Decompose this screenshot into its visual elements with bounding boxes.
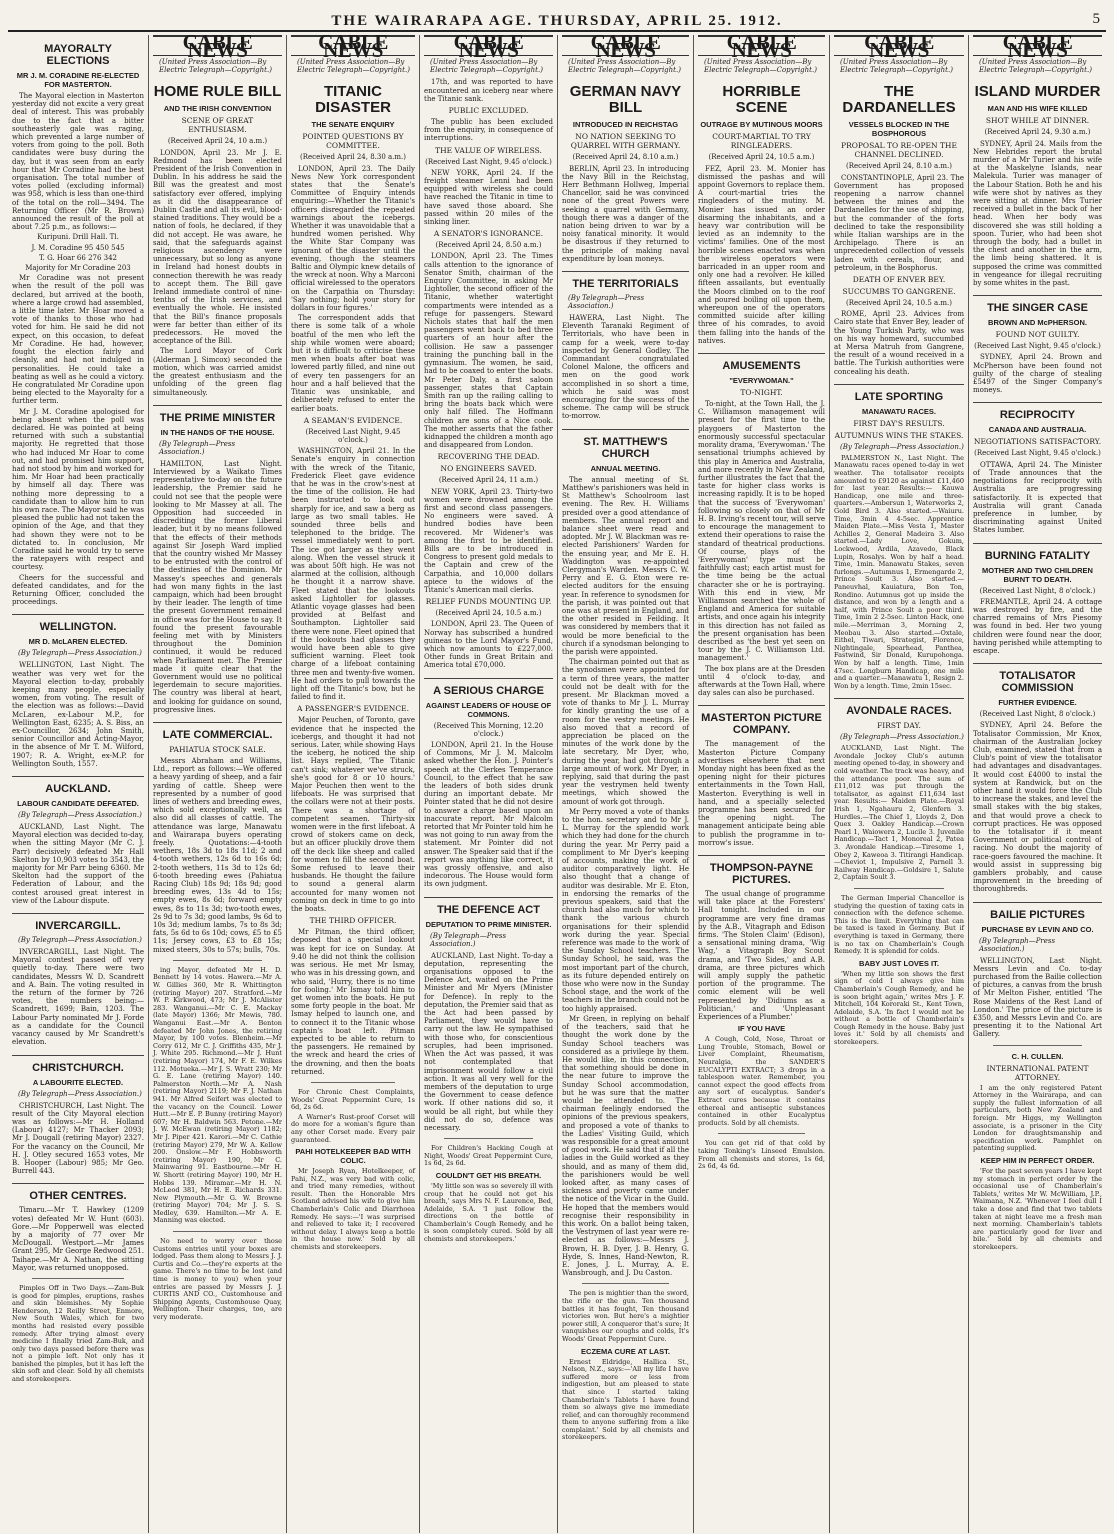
subhead: BABY JUST LOVES IT. xyxy=(859,958,939,968)
subhead: COURT-MARTIAL TO TRY RINGLEADERS. xyxy=(712,132,811,151)
advertisement: 'My little son was so severely ill with croup that he could not get his breath,' says Mrs N. F. Laurence, Bed, Adelaide, S.A. 'I just follow the directions on the bottle of Chamberlain's Cough Remedy, and he is soon completely cured. Sold by all chemists and storekeepers.' xyxy=(424,1181,553,1244)
press-credit: (United Press Association—By Electric Telegraph—Copyright.) xyxy=(979,58,1092,75)
subhead: MANAWATU RACES. xyxy=(861,406,937,416)
article-paragraph: WELLINGTON, Last Night. Messrs Levin and Co. to-day purchased from the Bailie collection of pictures, a canvas from the brush of Mr Melton Fisher, entitled 'The Rose Maidens of the Rest Land of London.' The price of the picture is £350, and Messrs Levin and Co. are presenting it to the National Art Gallery. xyxy=(973,956,1102,1039)
received-line: (Received Last Night, 8 o'clock.) xyxy=(979,710,1096,719)
cable-news-banner: CABLE NEWS xyxy=(562,35,689,56)
subhead: THE VALUE OF WIRELESS. xyxy=(435,145,542,155)
press-credit: (By Telegraph—Press Association.) xyxy=(568,294,645,311)
subhead: MR D. McLAREN ELECTED. xyxy=(28,637,128,647)
subhead: LABOUR CANDIDATE DEFEATED. xyxy=(17,799,139,809)
subhead: DEPUTATION TO PRIME MINISTER. xyxy=(425,919,552,929)
headline-home-rule: HOME RULE BILL xyxy=(153,83,282,101)
column-7 xyxy=(830,35,969,1533)
received-line: (Received April 24, 8.10 a.m.) xyxy=(846,162,952,171)
article-paragraph: NEW YORK, April 23. Thirty-two women were drowned among the first and second class passengers. No engineers were saved. A hundred bodies have been recovered. Mr Widener's was among the first to be identified. Bills are to be introduced in Congress to present gold medals to the Captain and crew of the Carpathia, and 10,000 dollars apiece to the widows of the Titanic's American mail clerks. xyxy=(424,487,553,594)
press-credit: (United Press Association—By Electric Telegraph—Copyright.) xyxy=(430,58,543,75)
subhead: IN THE HANDS OF THE HOUSE. xyxy=(160,427,275,437)
article-paragraph: Mr Coradine was not present when the result of the poll was declared, but arrived at the booth, where a large crowd had assembled, a little time later. Mr Hoar moved a vote of thanks to those who had voted for him. He said he did not expect, on this occasion, to defeat Mr Coradine. He had, however, fought the election fairly and cleanly, and had not indulged in personalities. He could take a beating as well as he could a victory. He congratulated Mr Coradine upon being elected to the Mayoralty for a further term. xyxy=(12,274,144,406)
article-paragraph: The usual change of programme will take place at the Foresters' Hall tonight. Included in our programme are very fine dramas by the A.B., Vitagraph and Edison firms. 'The Stolen Claim' (Edison), a sensational mining drama, 'Wig Wag,' a Vitagraph Boy Scout drama, and 'Two Sides,' and A.B. drama, are three pictures which will amply supply the pathetic portion of the programme. The comic element will be well represented by 'Didiums as a Politician,' and 'Unpleasant Experiences of a Plumber.' xyxy=(698,890,825,1022)
subhead: ANNUAL MEETING. xyxy=(590,463,661,473)
subhead: MOTHER AND TWO CHILDREN BURNT TO DEATH. xyxy=(982,565,1093,584)
cable-news-banner: CABLE NEWS xyxy=(834,35,964,56)
article-paragraph: The public has been excluded from the enquiry, in consequence of interruptions. xyxy=(424,118,553,143)
article-paragraph: AUCKLAND, Last Night. To-day a deputation, representing the organisations opposed to the Defence Act, waited on the Prime Minister and Mr Myers (Minister for Defence). In reply to the deputation, the Premier said that as the Act had been passed by Parliament, they would have to carry out the law. He sympathised with those who, for conscientious scruples, had been imprisoned. When the Act was passed, it was not contemplated that imprisonment would follow a civil action. It was all very well for the members of the deputation to urge the Government to cease defence work. If other nations did so, it would be all right, but while they did not do so, defence was necessary. xyxy=(424,951,553,1132)
headline-totalisator: TOTALISATOR COMMISSION xyxy=(973,663,1102,694)
divider xyxy=(444,1138,533,1139)
article-paragraph: Messrs Abraham and Williams, Ltd., report as follows:—We offered a heavy yarding of sheep, and a fair yarding of cattle. Sheep were represented by a number of good lines of wethers and breeding ewes, which sold exceptionally well, as also did all classes of cattle. The attendance was large, Manawatu and Wairarapa buyers operating freely. Quotations:—4-tooth wethers, 18s 3d to 18s 11d; 2 and 4-tooth wethers, 12s 6d to 16s 6d; 2-tooth wethers, 11s 3d to 12s 6d; 6-tooth breeding ewes (Pahiatua Racing Club) 18s 9d; 18s 9d; good breeding ewes, 13s 4d to 15s; empty ewes, 8s 6d; forward empty ewes, 8s to 11s 3d; two-tooth ewes, 2s 9d to 7s 3d; good lambs, 9s 6d to 10s 3d; medium lambs, 7s to 8s 3d; fats, 5s 6d to 6s 10d; cows, £5 to £5 11s; Jersey cows, £3 to £8 15s; mixed steers, 30s to 57s; bulls, 70s. xyxy=(153,757,282,954)
subhead: KEEP HIM IN PERFECT ORDER. xyxy=(980,1155,1095,1165)
column-4 xyxy=(420,35,558,1533)
subhead: "EVERYWOMAN." xyxy=(729,376,794,386)
divider xyxy=(32,1278,124,1279)
subhead: NEGOTIATIONS SATISFACTORY. xyxy=(973,437,1102,447)
headline-dardanelles: THE DARDANELLES xyxy=(842,83,956,117)
article-paragraph: HAMILTON, Last Night. Interviewed by a Waikato Times representative to-day on the future leadership, the Premier said he could not see that the people were looking to Mr Massey at all. The Opposition had succeeded in discrediting the former Liberal leader, but it by no means followed that the effects of their methods against Sir Joseph Ward implied that the country wished Mr Massey to be entrusted with the control of the destinies of the Dominion. Mr Massey's speeches and generals had won many fights in the last campaign, which had been brought by their leader. The length of time the present Government remained in office was for the House to say. It found the present favourable feeling met with by Ministers throughout the Dominion continued, it would be reduced when Parliament met. The Premier made it quite clear that the Government would use no political legerdemain to secure majorities. The country was liberal at heart, and looking for guidance on sound, progressive lines. xyxy=(153,459,282,714)
column-5 xyxy=(558,35,694,1533)
divider xyxy=(311,1082,395,1083)
article-paragraph: OTTAWA, April 24. The Minister of Trade announces that the negotiations for reciprocity with Australia are progressing satisfactorily. It is expected that Australia will grant Canada preference in lumber, by discriminating against United States lumber. xyxy=(973,460,1102,535)
headline-christchurch: CHRISTCHURCH. xyxy=(12,1055,144,1074)
columns xyxy=(8,35,1106,1533)
divider xyxy=(718,1133,805,1134)
advertisement: The German Imperial Chancellor is studying the question of taxing cats in connection with the defence scheme. This is the limit. Everything that can be taxed is taxed in Germany. But if everything is taxed in Germany, there is no tax on Chamberlain's Cough Remedy. It is splendid for colds. xyxy=(834,893,964,956)
subhead: A PASSENGER'S EVIDENCE. xyxy=(297,704,409,714)
page-number: 5 xyxy=(1092,11,1100,27)
article-paragraph: The Mayoral election in Masterton yesterday did not excite a very great deal of interest. This was probably due to the fact that a bitter southeasterly gale was raging, which prevented a large number of voters from going to the poll. Both candidates were busy during the day, but it was seen from an early hour that Mr Coradine had the best organisation. The total number of votes polled (excluding informal) was 958, which is less than one-third of the total on the roll—3494. The Returning Officer (Mr R. Brown) announced the result of the poll at about 7.25 p.m., as follows:— xyxy=(12,92,144,232)
article-paragraph: Mr Perry moved a vote of thanks to the hon. secretary and to Mr J. L. Murray for the splendid work which they had done for the church during the year. Mr Perry paid a compliment to Mr Dyer's keeping of accounts, making the work of auditor comparatively light. He also thought that a change of auditor was desirable. Mr E. Eton, in endorsing the remarks of the previous speakers, said that the church had also much for which to thank the various church organisations for their splendid work during the year. Special reference was made to the work of the Sunday School teachers. The Sunday School, he said, was the most important part of the church, as its future depended entirely on those who were now in the Sunday School stage, and the work of the teachers in the branch could not be too highly appraised. xyxy=(562,807,689,1013)
press-credit: (United Press Association—By Electric Telegraph—Copyright.) xyxy=(840,58,953,75)
masthead xyxy=(8,4,1106,32)
headline-picture-company: MASTERTON PICTURE COMPANY. xyxy=(698,705,825,736)
headline-island-murder: ISLAND MURDER xyxy=(974,83,1101,101)
divider xyxy=(854,888,944,889)
headline-defence-act: THE DEFENCE ACT xyxy=(424,897,553,916)
subhead: FIRST DAY. xyxy=(877,721,921,731)
advertisement: For Children's Hacking Cough at Night, Woods' Great Peppermint Cure, 1s 6d, 2s 6d. xyxy=(424,1144,553,1168)
column-3 xyxy=(287,35,420,1533)
press-credit: (By Telegraph—Press Association.) xyxy=(159,439,236,456)
received-line: (Received April 24, 10.5 a.m.) xyxy=(708,153,815,162)
subhead: INTRODUCED IN REICHSTAG xyxy=(572,120,679,130)
press-credit: (United Press Association—By Electric Telegraph—Copyright.) xyxy=(297,58,410,75)
subhead: PROPOSAL TO RE-OPEN THE CHANNEL DECLINED. xyxy=(841,141,957,160)
article-paragraph: Mr Pitman, the third officer, deposed that a special lookout was kept for ice on Sunday. At 9.40 he did not think the collision was serious. He met Mr Ismay, who was in his dressing gown, and who said, 'Hurry, there is no time for fooling.' Mr Ismay told him to get women into the boats. He put some forty people in the boat. Mr Ismay helped to launch one, and to connect it to the Titanic whose captain's boat left. Pitman expected to be able to return to the passengers. He remained by the wreck and heard the cries of the drowning, and then the boats returned. xyxy=(291,928,415,1076)
headline-prime-minister: THE PRIME MINISTER xyxy=(153,405,282,424)
subhead: IF YOU HAVE xyxy=(737,1024,786,1034)
headline-auckland: AUCKLAND. xyxy=(12,776,144,795)
article-paragraph: The annual meeting of St. Matthew's parishioners was held in St Matthew's Schoolroom last evening. The Rev. H. Williams presided over a good attendance of members. The annual report and balance sheet were read and adopted. Mr J. W. Blackman was re-elected Parishioners' Warden for the ensuing year, and Mr E. H. Waddington was re-appointed Clergyman's Warden. Messrs C. W. Perry and E. G. Eton were re-elected auditors for the ensuing year. In reference to synodsmen for the parish, it was pointed out that one was at present in England, and the other resided in Feilding. It was considered by members that it would be more beneficial to the church if a synodsman belonging to the parish were appointed. xyxy=(562,475,689,656)
article-paragraph: ROME, April 23. Advices from Cairo state that Enver Bey, leader of the Young Turkish Party, who was on his way homeward, succumbed at Mersa Matruh from Gangrene, the result of a wound received in a battle. The Turkish authorities were concealing his death. xyxy=(834,310,964,376)
subhead: NO NATION SEEKING TO QUARREL WITH GERMANY. xyxy=(570,132,681,151)
headline-avondale: AVONDALE RACES. xyxy=(834,698,964,717)
subhead: A LABOURITE ELECTED. xyxy=(32,1077,124,1087)
subhead: FURTHER EVIDENCE. xyxy=(998,698,1077,708)
press-credit: (By Telegraph—Press Association.) xyxy=(18,936,142,945)
subhead: C. H. CULLEN. xyxy=(1011,1051,1064,1061)
column-2 xyxy=(149,35,287,1533)
advertisement: Pimples Off in Two Days.—Zam-Buk is good for pimples, eruptions, rashes and skin blemishes. My Sophie Henderson, 12 Reilly Street, Enmore, New South Wales, which for two months had resisted every possible remedy. After trying almost every medicine I finally tried Zam-Buk, and only two days passed before there was not a pimple left. Not only has it banished the pimples, but it has left the skin soft and clear. Sold by all chemists and storekeepers. xyxy=(12,1283,144,1384)
majority-line: Majority for Mr Coradine 203 xyxy=(25,264,131,273)
article-paragraph: NEW YORK, April 24. If the freight steamer Lenni had been equipped with wireless she could have reached the Titanic in time to have saved those aboard. She passed within 20 miles of the sinking liner. xyxy=(424,168,553,227)
received-line: (Received Last Night, 9.45 o'clock.) xyxy=(974,342,1101,351)
headline-territorials: THE TERRITORIALS xyxy=(562,271,689,290)
headline-late-sporting: LATE SPORTING xyxy=(834,384,964,403)
tally-row: T. G. Hoar 66 276 342 xyxy=(38,253,118,262)
press-credit: (United Press Association—By Electric Telegraph—Copyright.) xyxy=(159,58,272,75)
advertisement: No need to worry over those Customs entries until your boxes are lodged. Pass them along to Messrs J. J. Curtis and Co.—they're experts at the game. There's no time to be lost (and time is money to you) when your entries are passed by Messrs J. J. CURTIS AND CO., Customhouse and Shipping Agents, Customhouse Quay, Wellington. Their charges, too, are very moderate. xyxy=(153,1237,282,1321)
received-line: (Received April 24, 9.30 a.m.) xyxy=(984,128,1091,137)
article-paragraph: WELLINGTON, Last Night. The weather was very wet for the Mayoral election to-day, probably keeping many people, especially women, from voting. The result of the election was as follows:—David McLaren, ex-Labour M.P., for Wellington East, 6235; A. S. Biss, an ex-Councillor, 2634; John Smith, senior Councillor and Acting-Mayor, in the absence of Mr T. M. Wilford, 1907; R. A. Wright, ex-M.P. for Wellington South, 1557. xyxy=(12,661,144,768)
subhead: PAHI HOTELKEEPER BAD WITH COLIC. xyxy=(295,1147,411,1166)
subhead: SCENE OF GREAT ENTHUSIASM. xyxy=(181,116,254,135)
subhead: OUTRAGE BY MUTINOUS MOORS xyxy=(700,120,823,130)
divider xyxy=(173,1231,262,1232)
received-line: (Received April 24, 8.50 a.m.) xyxy=(435,241,542,250)
article-paragraph: SYDNEY, April 24. Brown and McPherson have been found not guilty of the charge of stealing £5497 of the Singer Company's moneys. xyxy=(973,353,1102,395)
subhead: MR J. M. CORADINE RE-ELECTED FOR MASTERTON. xyxy=(16,71,140,89)
subhead: RECOVERING THE DEAD. xyxy=(437,452,540,462)
subhead: NO ENGINEERS SAVED. xyxy=(440,464,537,474)
article-paragraph: AUCKLAND, Last Night. The Mayoral election was decided to-day, when the sitting Mayor (Mr C. J. Parr) decisively defeated Mr Hall Skelton by 10,903 votes to 3543, the majority for Mr Parr being 6360. Mr Skelton had the support of the Federation of Labour, and the contest aroused great interest in view of the Labour dispute. xyxy=(12,823,144,905)
article-paragraph: SYDNEY, April 24. Before the Totalisator Commission, Mr Knox, chairman of the Australian Jockey Club, examined, stated that from a Club's point of view the totalisator had advantages and disadvantages. It would cost £4000 to instal the system at Randwick, but on the other hand it would force the Club to increase the stakes, and level the small stakes with the big stakes, and that would prove a check to corrupt practices. He was opposed to the totalisator if it meant Government or political control of racing. No doubt the majority of race-goers favoured the machine. It would assist in suppressing big gamblers probably, and cause improvement in the breeding of thoroughbreds. xyxy=(973,721,1102,894)
article-paragraph: To-night, at the Town Hall, the J. C. Williamson management will present for the first time to the playgoers of Masterton the enormously successful spectacular morality drama, 'Everywoman.' The sensational triumphs achieved by this play in America and Australia, and more recently in New Zealand, further illustrates the fact that the taste for higher class works is increasing rapidly. It is to be hoped that the success of 'Everywoman' following so closely on that of Mr H. B. Irving's recent tour, will serve to encourage the management to extend their operations to raise the standard of theatrical productions. Of course, plays of the 'Everywoman' type must be faithfully cast; each artist must for the time being be the actual character she or he is portraying. With this end in view, Mr Williamson searched the whole of England and America for suitable artists, and once again his integrity in this direction has not failed as the present organisation has been described as 'the best yet seen on tour by the J. C. Williamson Ltd. management.' xyxy=(698,400,825,663)
press-credit: (By Telegraph—Press Association.) xyxy=(430,931,507,948)
subhead: AND THE IRISH CONVENTION xyxy=(163,104,272,114)
subhead: BROWN AND McPHERSON. xyxy=(988,318,1087,328)
subhead: A SEAMAN'S EVIDENCE. xyxy=(303,415,403,425)
article-paragraph: WASHINGTON, April 21. In the Senate's enquiry in connection with the wreck of the Titanic, Frederick Fleet gave evidence that he was in the crow's-nest at the time of the collision. He had been instructed to look out sharply for ice, and saw a berg as large as two small tables. He sounded three bells and telephoned to the bridge. The vessel immediately went to port. The ice got larger as they went along. When the vessel struck it was about 50ft high. He was not alarmed at the collision, although he thought it a narrow shave. Fleet stated that the lookouts asked Lightoller for glasses. Atlantic voyage glasses had been provided at Belfast and Southampton. Lightoller said there were none. Fleet opined that if the lookouts had glasses they would have been able to give sufficient warning. Fleet took charge of a lifeboat containing three men and twenty-five women. He had orders to pull towards the light off the Titanic's bow, but he failed to find it. xyxy=(291,447,415,702)
received-line: (Received April 24, 8.30 a.m.) xyxy=(300,153,406,162)
headline-thompson-payne: THOMPSON-PAYNE PICTURES. xyxy=(698,855,825,886)
article-paragraph: FREMANTLE, April 24. A cottage was destroyed by fire, and the charred remains of Mrs Piesomy was found in bed. Her two young children were found near the door, having perished while attempting to escape. xyxy=(973,597,1102,655)
article-paragraph: INVERCARGILL, Last Night. The Mayoral contest passed off very quietly to-day. There were two candidates, Messrs W. D. Scandrett and A. Bain. The voting resulted in the return of the former by 726 votes, the numbers being:—Scandrett, 1699; Bain, 1203. The Labour Party nominated Mr J. Forde as a candidate for the Council vacancy caused by Mr Scandrett's elevation. xyxy=(12,948,144,1047)
article-paragraph: 17th, and was reported to have encountered an iceberg near where the Titanic sank. xyxy=(424,78,553,103)
article-paragraph: CHRISTCHURCH, Last Night. The result of the City Mayoral election was as follows:—Mr H. Holland (Labour) 4127; Mr Thacker 2093; Mr J. Dougall (retiring Mayor) 2327. For the vacancy on the Council, Mr H. J. Otley secured 1653 votes, Mr B. Hooper (Labour) 985; Mr Geo. Burrell 443. xyxy=(12,1101,144,1176)
subhead: SUCCUMBS TO GANGRENE. xyxy=(842,287,956,297)
article-paragraph: CONSTANTINOPLE, April 23. The Government has proposed reopening a narrow channel between the mines and the Dardanelles for the use of shipping, but the commander of the forts declined to take the responsibility while Italian warships are in the Archipelago. There is an unprecedented collection of vessels laden with cereals, flour, and petroleum, in the Bosphorus. xyxy=(834,173,964,272)
article-paragraph: AUCKLAND, Last Night. The Avondale Jockey Club's autumn meeting opened to-day, in showery and cold weather. The track was heavy, and the attendance poor. The sum of £11,012 was put through the totalisator, as against £11,634 last year. Results:— Maiden Plate.—Royal Irish 1, Ngahauru 2, Glenfern 3. Hurdles.—The Chief 1, Lloyds 2, Don Quex 3. Oakley Handicap.—Crown Pearl 1, Waiowera 2, Lucile 3. Juvenile Handicap.—Tact 1, Monoreal 2, Patea 3. Avondale Handicap.—Tiresome 1, Obey 2, Kaweoa 3. Titirangi Handicap.—Cheviot 1, Impulsive 2, Parnell 3. Railway Handicap.—Goldsire 1, Salute 2, Captain Soult 3. xyxy=(834,744,964,882)
received-line: (Received Last Night, 9.45 o'clock.) xyxy=(305,427,401,444)
subhead: MAN AND HIS WIFE KILLED xyxy=(987,104,1088,114)
received-line: (Received Last Night, 8 o'clock.) xyxy=(979,586,1096,595)
article-paragraph: Mr J. M. Coradine apologised for being absent when the poll was declared. He was pointed at being returned with such a substantial majority. He regretted that those who had induced Mr Hoar to come out, and had promised him support, had not stood by him and worked for him. Mr Hoar had been practically by himself all day. There was nothing more depressing to a candidate than to allow him to run his own race. The Mayor said he was pleased the public had not taken the opinion of the Age, and that they had shown they were not to be dictated to. In conclusion, Mr Coradine said he would try to serve the ratepayers with respect and courtesy. xyxy=(12,407,144,572)
advertisement: The pen is mightier than the sword, the rifle or the gun. Ten thousand battles it has fought, Ten thousand victories won. But here's a mightier power still, A conqueror that's sure; It vanquishes our coughs and colds, It's Woods' Great Peppermint Cure. xyxy=(562,1289,689,1343)
subhead: ECZEMA CURE AT LAST. xyxy=(581,1346,670,1356)
divider xyxy=(173,960,262,961)
subhead: POINTED QUESTIONS BY COMMITTEE. xyxy=(302,132,404,151)
press-credit: (By Telegraph—Press Association.) xyxy=(18,811,142,820)
subhead: PAHIATUA STOCK SALE. xyxy=(169,745,266,754)
headline-wellington: WELLINGTON. xyxy=(12,614,144,633)
press-credit: (By Telegraph—Press Association.) xyxy=(18,1089,142,1098)
article-paragraph: The chairman pointed out that as the synodsmen were appointed for a term of three years, the matter could not be dealt with for the present. Mr Blackman moved a vote of thanks to Mr J. L. Murray for kindly granting the use of a room for the vestry meetings. He also moved that a record of appreciation be placed on the minutes of the work done by the late secretary, Mr Dyer, who, during the year, had got through a large amount of work. Mr Dyer, in replying, said that during the past year the vestrymen held twenty meetings, which showed the amount of work got through. xyxy=(562,658,689,806)
advertisement: Mr Joseph Ryan, Hotelkeeper, of Pahi, N.Z., was very bad with colic, and tried many remedies, without result. Then the Honorable Mrs Scotland advised his wife to give him Chamberlain's Colic and Diarrhoea Remedy. He says:—'I was surprised and relieved to take it; I recovered without delay. I always keep a bottle in the house now.' Sold by all chemists and storekeepers. xyxy=(291,1167,415,1252)
subhead: TO-NIGHT. xyxy=(740,388,783,398)
received-line: (Received April 24, 10.5 a.m.) xyxy=(846,299,952,308)
cable-news-banner: CABLE NEWS xyxy=(973,35,1102,56)
headline-late-commercial: LATE COMMERCIAL. xyxy=(153,722,282,741)
subhead: CANADA AND AUSTRALIA. xyxy=(988,425,1087,435)
headline-german-navy: GERMAN NAVY BILL xyxy=(569,83,682,117)
tally-row: J. M. Coradine 95 450 545 xyxy=(31,243,125,252)
press-credit: (By Telegraph—Press Association.) xyxy=(840,442,964,451)
press-credit: (By Telegraph—Press Association.) xyxy=(840,733,964,742)
headline-reciprocity: RECIPROCITY xyxy=(973,402,1102,421)
article-paragraph: BERLIN, April 23. In introducing the Navy Bill in the Reichstag, Herr Bethmann Hollweg, Imperial Chancellor, said he was convinced none of the great Powers were seeking a quarrel with Germany, though there was a danger of the nation being driven to war by a noisy fanatical minority. It would be disastrous if they returned to the principle of making naval expenditure by loan moneys. xyxy=(562,164,689,263)
article-paragraph: SYDNEY, April 24. Mails from the New Hebrides report the brutal murder of a Mr Turier and his wife at the Maskelyne Islands, near Malekula. Turier was manager of the Labour Station. Both he and his wife were shot by natives as they were sitting at dinner. Mrs Turier received a bullet in the back of her head. When her body was discovered she was still holding a spoon. Turier, who had been shot through the body, had a bullet in the chest and another in the arm, the limb being shattered. It is supposed the crime was committed in vengeance for illegal recruiting by some whites in the past. xyxy=(973,139,1102,288)
article-paragraph: LONDON, April 23. Mr J. E. Redmond has been elected President of the Irish Convention in Dublin. In his address he said the Bill was the greatest and most satisfactory ever offered, implying as it did the disappearance of Dublin Castle and all its evil, blood-stained traditions. They would be a nation of fools, he declared, if they did not accept. He was aware, he said, that the safeguards against religious ascendency were unnecessary, but so long as anyone in Ireland had honest doubts in connection therewith he was ready to accept them. The Bill gave Ireland immediate control of nine-tenths of the Irish services, and eventually the whole. He insisted that the Bill's finance proposals were far better than either of its predecessors. He moved the acceptance of the Bill. xyxy=(153,148,282,346)
advertisement: I am the only registered Patent Attorney in the Wairarapa, and can supply the fullest information of all particulars, both New Zealand and foreign. Mr Higgs, my Wellington associate, is a prisoner in the City London for draughtsmanship and specification work. Pamphlet on patenting supplied. xyxy=(973,1083,1102,1153)
headline-bailie-pictures: BAILIE PICTURES xyxy=(973,902,1102,921)
subhead: COULDN'T GET HIS BREATH. xyxy=(435,1170,542,1180)
article-paragraph: LONDON, April 23. The Daily News New York correspondent states that the Senate's Committee of Enquiry intends enquiring:—Whether the Titanic's officers disregarded the repeated warnings about the icebergs. Whether it was unavoidable that a hundred women perished. Why the White Star Company was ignorant of the disaster until the evening, though the steamers Baltic and Olympic knew details of the wreck at noon. Why a Marconi official wirelessed to the operators on the Carpathia on Thursday: 'Say nothing; hold your story for dollars in four figures.' xyxy=(291,164,415,313)
received-line: (Received April 24, 10 a.m.) xyxy=(167,137,268,146)
received-line: (Received April 24, 8.10 a.m.) xyxy=(572,153,679,162)
subhead: FOUND NOT GUILTY. xyxy=(995,330,1080,340)
headline-invercargill: INVERCARGILL. xyxy=(12,913,144,932)
cable-news-banner: CABLE NEWS xyxy=(153,35,282,56)
subhead: THE THIRD OFFICER. xyxy=(309,916,397,926)
headline-horrible-scene: HORRIBLE SCENE xyxy=(722,83,801,117)
subhead: A SENATOR'S IGNORANCE. xyxy=(433,229,544,239)
press-credit: (United Press Association—By Electric Telegraph—Copyright.) xyxy=(704,58,817,75)
cable-news-banner: CABLE NEWS xyxy=(698,35,825,56)
advertisement: A Cough, Cold, Nose, Throat or Lung Trouble, Stomach, Bowel or Liver Complaint, Rheumatism, Neuralgia, the SANDER'S EUCALYPTI EXTRACT; 3 drops in a tablespoon water. Remember, you cannot expect the good effects from any sort of eucalyptus. Sander's Extract cures because it contains ethereal and antiseptic substances contained in other Eucalyptus products. Sold by all chemists. xyxy=(698,1035,825,1127)
column-6 xyxy=(694,35,830,1533)
headline-burning-fatality: BURNING FATALITY xyxy=(973,543,1102,562)
article-paragraph: LONDON, April 23. The Queen of Norway has subscribed a hundred guineas to the Lord Mayor's Fund, which now amounts to £227,000. Other funds in Great Britain and America total £70,000. xyxy=(424,620,553,670)
subhead: PURCHASE BY LEVIN AND CO. xyxy=(981,924,1094,934)
subhead: RELIEF FUNDS MOUNTING UP. xyxy=(425,597,552,607)
press-credit: (By Telegraph—Press Association.) xyxy=(979,936,1056,953)
received-line: (Received April 24, 11 a.m.) xyxy=(438,476,539,485)
advertisement: A Warner's Rust-proof Corset will do more for a woman's figure than any other Corset made. Every pair guaranteed. xyxy=(291,1112,415,1144)
subhead: AGAINST LEADERS OF HOUSE OF COMMONS. xyxy=(425,700,552,719)
subhead: SHOT WHILE AT DINNER. xyxy=(985,116,1090,126)
article-paragraph: HAWERA, Last Night. The Eleventh Taranaki Regiment of Territorials, who have been in camp for a week, were to-day inspected by General Godley. The Commandant congratulated Colonel Malone, the officers and men on the good work accomplished in so short a time, which he said was most encouraging for the success of the scheme. The camp will be struck to-morrow. xyxy=(562,314,689,421)
article-paragraph: ing Mayor, defeated Mr H. D. Bennett by 14 votes. Hawera.—Mr A. W. Gillies 360, Mr R. Whittington (retiring Mayor) 207. Stratford.—Mr W. P. Kirkwood, 473; Mr J. McAlister 283. Wanganui.—Mr C. E. Mackay (late Mayor) 1366; Mr Mewis, 780. Wanganui East.—Mr A. Benton defeated Mr John Jones, the retiring Mayor, by 100 votes. Blenheim.—Mr Corry 612, Mr C. J. Griffiths 435, Mr J. J. White 295. Richmond.—Mr J. Hunt (retiring Mayor) 174, Mr F. E. Wilkes 112. Motueka.—Mr J. S. Wratt 230; Mr G. E. Lane (retiring Mayor) 140. Palmerston North.—Mr A. Nash (retiring Mayor) 2119; Mr F. J. Nathan 941. Mr Alfred Seifert was elected to the vacancy on the Council. Lower Hutt.—Mr E. P. Bunny (retiring Mayor) 607; Mr H. Baldwin 563. Petone.—Mr J. W. McEwan (retiring Mayor) 1182; Mr J. Piper 421. Karori.—Mr C. Cathie (retiring Mayor) 279, Mr W. A. Kellow 200. Onslow.—Mr F. Hobbsworth (retiring Mayor) 190, Mr C. Mainwaring 91. Eastbourne.—Mr H. W. Shortt (retiring Mayor) 190, Mr H. Hobbs 139. Miramar.—Mr H. N. McLeod 381, Mr H. E. Richards 331. New Plymouth.—Mr G. W. Browne (retiring Mayor) 704; Mr J. S. S. Medley, 639. Hamilton.—Mr A. E. Manning was elected. xyxy=(153,965,282,1225)
article-paragraph: Timaru.—Mr T. Hawkey (1209 votes) defeated Mr W. Hunt (603). Gore.—Mr Popperwell was elected by a majority of 77 over Mr McDougall. Westport.—Mr James Grant 295, Mr George Redwood 251. Taihape.—Mr A. Nathan, the sitting Mayor, was returned unopposed. xyxy=(12,1206,144,1272)
subhead: AUTUMNUS WINS THE STAKES. xyxy=(834,430,964,440)
received-line: (Received Last Night, 9.45 o'clock.) xyxy=(425,157,552,166)
subhead: FIRST DAY'S RESULTS. xyxy=(853,418,945,428)
article-paragraph: LONDON, April 23. The Times calls attention to the ignorance of Senator Smith, chairman of the Enquiry Committee, in asking Mr Lightoller, the second officer of the Titanic, whether watertight compartments were intended as a refuge for passengers. Steward Nichols states that half the men passengers went back to bed three quarters of an hour after the collision. He saw a passenger training the punching ball in the gymnasium. The women, he said, had to be coaxed to enter the boats. Mr Peter Daly, a first saloon passenger, states that Captain Smith ran up the railing calling to bring the boats back which were only half filled. The Hoffmann children are sons of a Nice cook. The mother asserts that the father kidnapped the children a month ago and disappeared from London. xyxy=(424,252,553,450)
column-1 xyxy=(8,35,149,1533)
headline-singer-case: THE SINGER CASE xyxy=(973,295,1102,314)
cable-news-banner: CABLE NEWS xyxy=(424,35,553,56)
article-paragraph: Mr Green, in replying on behalf of the teachers, said that he thought the work done by the Sunday School teachers was considered as a privilege by them. He would like, in this connection, that something should be done in the near future to improve the Sunday School accommodation, but he was sure that the matter would be attended to. The chairman feelingly endorsed the opinions of the previous speakers, and proposed a vote of thanks to the Ladies' Visiting Guild, which was responsible for a great amount of good work. He said that if all the ladies in the Guild worked as they should, and as many of them did, the parishioners would be well looked after, as many cases of sickness and poverty came under the notice of the Vicar in the Guild. He hoped that the members would recognise their responsibility in this work. On a ballot being taken, the Vestrymen of last year were re-elected as follows:—Messrs J. Brown, H. B. Dyer, J. B. Henry, G. Hyde, S. Innes, Hand-Newton, R. E. Jones, J. L. Murray, A. E. Wansbrough, and J. Du Caston. xyxy=(562,1014,689,1278)
article-paragraph: Cheers for the successful and defeated candidates, and for the Returning Officer, concluded the proceedings. xyxy=(12,573,144,607)
article-paragraph: The box plans are at the Dresden until 4 o'clock to-day, and afterwards at the Town Hall, where day sales can also be purchased. xyxy=(698,664,825,698)
divider xyxy=(993,1045,1082,1046)
article-paragraph: The Lord Mayor of Cork (Alderman J. Simcox) seconded the motion, which was carried amidst the greatest enthusiasm and the unfolding of the green flag simultaneously. xyxy=(153,347,282,397)
cable-news-banner: CABLE NEWS xyxy=(291,35,415,56)
headline-titanic: TITANIC DISASTER xyxy=(315,83,391,117)
subhead: VESSELS BLOCKED IN THE BOSPHOROUS xyxy=(848,120,950,139)
article-paragraph: LONDON, April 21. In the House of Commons, Mr J. M. Malcolm asked whether the Hon. J. Pointer's speech at the Clerkes Temperance Council, to the effect that he saw the leaders of both sides drunk during an important debate. Mr Pointer stated that he did not desire to answer a charge based upon an inaccurate report. Mr Malcolm retorted that Mr Pointer told him he was not going to run away from the statement. Mr Pointer did not answer. The Speaker said that if the report was anything like correct, it was grossly offensive, and also indecorous. The House would form its own judgment. xyxy=(424,741,553,889)
subhead: THE SENATE ENQUIRY xyxy=(311,120,395,130)
advertisement: 'When my little son shows the first sign of cold I always give him Chamberlain's Cough Remedy, and he is soon bright again,' writes Mrs J. F. Mitchell, 104 Kororaki St., Kent Town, Adelaide, S.A. 'In fact I would not be without a bottle of Chamberlain's Cough Remedy in the house. Baby just loves it.' Sold by all chemists and storekeepers. xyxy=(834,969,964,1047)
masthead-title: THE WAIRARAPA AGE. THURSDAY, APRIL 25. 1912. xyxy=(331,13,783,29)
advertisement: Ernest Eldridge, Hallica St., Nelson, N.Z., says:—'All my life I have suffered more or less from indigestion, but am pleased to state that since I started taking Chamberlain's Tablets I have found them so always give me immediate relief, and can thoroughly recommend them to anyone suffering from a like complaint.' Sold by all chemists and storekeepers. xyxy=(562,1357,689,1442)
article-paragraph: The management of the Masterton Picture Company advertises elsewhere that next Monday night has been fixed as the opening night for their pictures entertainments in the Town Hall, Masterton. Everything is well in hand, and a specially selected programme has been secured for the opening night. The management anticipate being able to publish the programme in to-morrow's issue. xyxy=(698,740,825,847)
tally-header: Kuripuni. Drill Hall. Tl. xyxy=(37,233,119,242)
advertisement: For Chronic Chest Complaints, Woods' Great Peppermint Cure, 1s 6d, 2s 6d. xyxy=(291,1087,415,1112)
advertisement: You can get rid of that cold by taking Tonking's Linseed Emulsion. From all chemists and stores, 1s 6d, 2s 6d, 4s 6d. xyxy=(698,1139,825,1171)
received-line: (Received April 24, 10.5 a.m.) xyxy=(435,609,542,618)
subhead: DEATH OF ENVER BEY. xyxy=(852,275,946,285)
headline-mayoralty: MAYORALTY ELECTIONS xyxy=(44,43,112,67)
article-paragraph: FEZ, April 23. M. Monier has dismissed the pashas and will appoint Governors to replace them. A court-martial tries the ringleaders of the mutiny. M. Monier has issued an order disarming the inhabitants, and a heavy war contribution will be levied as an indemnity to the victims' families. One of the most horrible scenes enacted was when the wireless operators were barricaded in an upper room and only one had a revolver. He killed fifteen assailants, but eventually the Moors climbed on to the roof and poured boiling oil upon them, whereupon one of the operators committed suicide after killing three of his comrades, to avoid them falling into the hands of the natives. xyxy=(698,164,825,345)
headline-serious-charge: A SERIOUS CHARGE xyxy=(424,678,553,697)
headline-other-centres: OTHER CENTRES. xyxy=(12,1183,144,1202)
article-paragraph: Major Peuchen, of Toronto, gave evidence that he inspected the icebergs, and thought it had not serious. Later, while showing Hays the iceberg, he noticed the ship list. Hays replied, 'The Titanic can't sink; whatever we've struck, she's good for 8 or 10 hours.' Major Peuchen then went to the lifeboats. He was surprised that the collars were not at their posts. There was a shortage of competent seamen. Thirty-six women were in the first lifeboat. A crowd of stokers came on deck, but an officer pluckily drove them off the deck like sheep and called for women to fill the second boat. Some refused to leave their husbands. He thought the failure to sound a general alarm accounted for many women not coming on deck in time to go into the boats. xyxy=(291,716,415,914)
headline-st-matthews: ST. MATTHEW'S CHURCH xyxy=(562,429,689,460)
headline-amusements: AMUSEMENTS xyxy=(698,353,825,372)
received-line: (Received Last Night, 9.45 o'clock.) xyxy=(974,449,1101,458)
column-8 xyxy=(969,35,1106,1533)
press-credit: (United Press Association—By Electric Telegraph—Copyright.) xyxy=(568,58,681,75)
subhead: INTERNATIONAL PATENT ATTORNEY. xyxy=(986,1063,1089,1082)
article-paragraph: PALMERSTON N., Last Night. The Manawatu races opened to-day in wet weather. The totalisator receipts amounted to £9120 as against £11,460 for last year. Results:— Kauwa Handicap, one mile and three-quarters.—Ambersun 1, Waterworks 2, Gold Bird 3. Also started.—Waiuru. Time, 3min 4 4-5sec. Apprentice Maiden Plate.—Miss Vesta 1, Master Achilles 2, General Madeira 3. Also started.—Lady Love, Gokum, Lockwood, Ardila, Azavedo, Black Lupin, Rosalys. Won by half a head. Time, 1min. Manawatu Stakes, seven furlongs.—Autumnus 1, Ermengarde 2, Prince Soult 3. Also started.—Paneuvhal, Kauiatura, Bon Ton, Rondino. Autumnus got up inside the distance, and won by a length and a half, with Prince Soult a poor third. Time, 1min 2 2-5sec. Linton Hack, one mile.—Merriman 3, Morning 2, Meobau 3. Also started.—Oxtale, Eithel, Tiwari, Strategist, Florence, Nightingale, Spearhead, Panthea, Fastwind, Sir Donald, Kurupohonga. Won by half a length. Time, 1min 47sec. Longburn Handicap, one mile and a quarter.—Manawatu 1, Resign 2. Won by a length. Time, 2min 15sec. xyxy=(834,453,964,690)
article-paragraph: The correspondent adds that there is some talk of a whole boatful of the men who left the ship while women were aboard; but it is difficult to criticise these men when boats after boat was lowered partly filled, and nine out of every ten passengers for an hour and a half believed that the Titanic was unsinkable, and deliberately refused to enter the earlier boats. xyxy=(291,314,415,413)
subhead: PUBLIC EXCLUDED. xyxy=(448,106,529,116)
press-credit: (By Telegraph—Press Association.) xyxy=(18,649,142,658)
divider xyxy=(582,1283,669,1284)
received-line: (Received This Morning, 12.20 o'clock.) xyxy=(433,721,544,738)
advertisement: 'For the past seven years I have kept my stomach in perfect order by the occasional use of Chamberlain's Tablets,' writes Mr W. McWilliam, J.P., Waimana, N.Z. 'Whenever I feel dull I take a dose and find that two tablets taken at night leave me a fresh man next morning. Chamberlain's tablets are particularly good for liver and bile.' Sold by all chemists and storekeepers. xyxy=(973,1166,1102,1251)
